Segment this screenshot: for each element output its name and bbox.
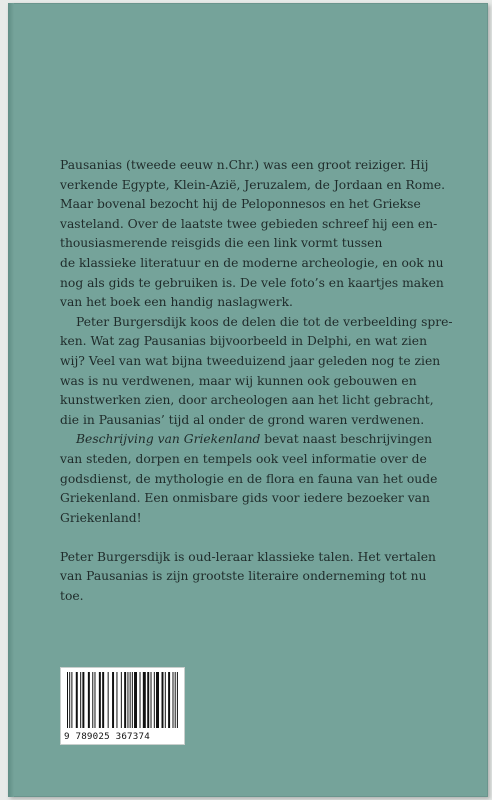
barcode-bar: [88, 672, 90, 728]
barcode-bars: [67, 672, 178, 728]
text-line: Peter Burgersdijk koos de delen die tot de verbeelding spre-: [76, 314, 453, 329]
barcode-bar: [132, 672, 133, 728]
barcode-bar: [94, 672, 95, 728]
paragraph-contents: [60, 430, 480, 528]
barcode-bar: [130, 672, 131, 728]
barcode-bar: [168, 672, 170, 728]
paragraph-author: [60, 548, 480, 607]
blurb-text: [60, 156, 480, 607]
barcode-bar: [108, 672, 109, 728]
isbn-barcode: [60, 667, 185, 745]
text-line: van het boek een handig naslagwerk.: [60, 295, 293, 310]
text-line: Peter Burgersdijk is oud-leraar klassieke talen. Het vertalen: [60, 549, 436, 564]
barcode-bar: [175, 672, 176, 728]
barcode-bar: [177, 672, 178, 728]
book-title-italic: Beschrijving van Griekenland: [76, 432, 261, 447]
barcode-bar: [69, 672, 70, 728]
text-line: was is nu verdwenen, maar wij kunnen ook gebouwen en: [60, 373, 417, 388]
text-line: wij? Veel van wat bijna tweeduizend jaar geleden nog te zien: [60, 353, 441, 368]
paragraph-spacer: [60, 528, 480, 548]
text-line: Pausanias (tweede eeuw n.Chr.) was een groot reiziger. Hij: [60, 158, 429, 172]
paragraph-selection: [60, 313, 480, 431]
barcode-bar: [143, 672, 146, 728]
barcode-bar: [173, 672, 174, 728]
barcode-bar: [165, 672, 166, 728]
barcode-bar: [76, 672, 78, 728]
barcode-bar: [154, 672, 155, 728]
barcode-bar: [80, 672, 81, 728]
barcode-bar: [124, 672, 126, 728]
text-line: van steden, dorpen en tempels ook veel informatie over de: [60, 451, 427, 466]
text-line: godsdienst, de mythologie en de flora en fauna van het oude: [60, 471, 438, 486]
barcode-bar: [71, 672, 72, 728]
barcode-bar: [151, 672, 152, 728]
barcode-bar: [127, 672, 128, 728]
text-line: vasteland. Over de laatste twee gebieden schreef hij een en-: [60, 216, 438, 231]
barcode-bar: [140, 672, 141, 728]
text-line: thousiasmerende reisgids die een link vormt tussen: [60, 236, 383, 251]
text-line: Griekenland!: [60, 510, 142, 525]
paragraph-intro: [60, 156, 480, 313]
text-line: nog als gids te gebruiken is. De vele foto’s en kaartjes maken: [60, 275, 444, 290]
text-line: Griekenland. Een onmisbare gids voor iedere bezoeker van: [60, 491, 430, 506]
text-line: bevat naast beschrijvingen: [260, 432, 433, 447]
text-line: de klassieke literatuur en de moderne archeologie, en ook nu: [60, 255, 444, 270]
barcode-bar: [102, 672, 104, 728]
cover-spine-edge: [8, 3, 14, 797]
text-line: van Pausanias is zijn grootste literaire onderneming tot nu: [60, 569, 427, 584]
barcode-bar: [99, 672, 101, 728]
barcode-bar: [156, 672, 159, 728]
barcode-bar: [92, 672, 93, 728]
text-line: Maar bovenal bezocht hij de Peloponnesos en het Griekse: [60, 197, 421, 212]
barcode-bar: [147, 672, 149, 728]
barcode-bar: [82, 672, 84, 728]
barcode-bar: [112, 672, 114, 728]
barcode-bar: [116, 672, 117, 728]
text-line: ken. Wat zag Pausanias bijvoorbeeld in Delphi, en wat zien: [60, 334, 428, 349]
barcode-bar: [121, 672, 122, 728]
barcode-bar: [162, 672, 164, 728]
text-line: kunstwerken zien, door archeologen aan het licht gebracht,: [60, 393, 434, 408]
isbn-number: 9 789025 367374: [64, 731, 150, 742]
text-line: toe.: [60, 589, 84, 604]
barcode-bar: [134, 672, 137, 728]
text-line: die in Pausanias’ tijd al onder de grond waren verdwenen.: [60, 412, 425, 427]
text-line: verkende Egypte, Klein-Azië, Jeruzalem, de Jordaan en Rome.: [60, 177, 446, 192]
barcode-bar: [67, 672, 68, 728]
